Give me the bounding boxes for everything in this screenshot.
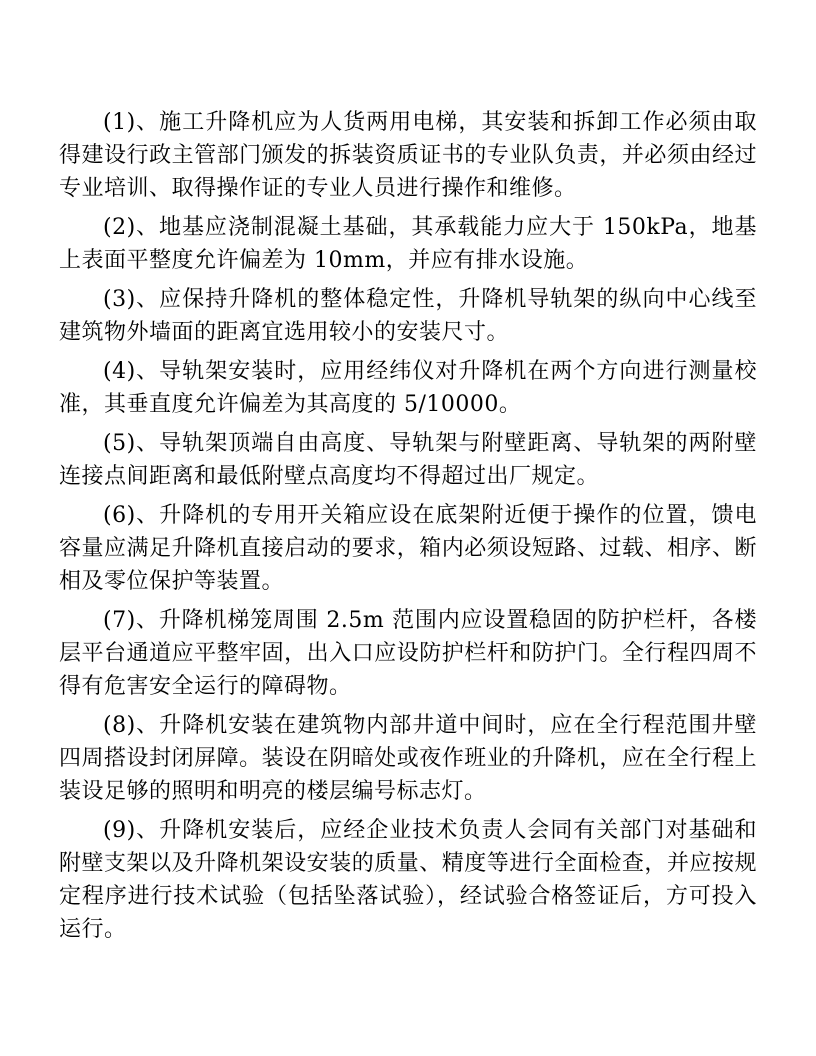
paragraph: (9)、升降机安装后，应经企业技术负责人会同有关部门对基础和附壁支架以及升降机架设安装的质量、精度等进行全面检查，并应按规定程序进行技术试验（包括坠落试验），经试验合格签证后，方可投入运行。 <box>59 818 757 942</box>
paragraph: (1)、施工升降机应为人货两用电梯，其安装和拆卸工作必须由取得建设行政主管部门颁发的拆装资质证书的专业队负责，并必须由经过专业培训、取得操作证的专业人员进行操作和维修。 <box>59 110 757 201</box>
paragraph: (4)、导轨架安装时，应用经纬仪对升降机在两个方向进行测量校准，其垂直度允许偏差为其高度的 5/10000。 <box>59 359 757 417</box>
paragraph: (3)、应保持升降机的整体稳定性，升降机导轨架的纵向中心线至建筑物外墙面的距离宜选用较小的安装尺寸。 <box>59 287 757 345</box>
paragraph: (7)、升降机梯笼周围 2.5m 范围内应设置稳固的防护栏杆，各楼层平台通道应平整牢固，出入口应设防护栏杆和防护门。全行程四周不得有危害安全运行的障碍物。 <box>59 608 757 699</box>
document-body <box>59 106 757 946</box>
paragraph: (5)、导轨架顶端自由高度、导轨架与附壁距离、导轨架的两附壁连接点间距离和最低附壁点高度均不得超过出厂规定。 <box>59 431 757 489</box>
paragraph: (8)、升降机安装在建筑物内部井道中间时，应在全行程范围井壁四周搭设封闭屏障。装设在阴暗处或夜作班业的升降机，应在全行程上装设足够的照明和明亮的楼层编号标志灯。 <box>59 713 757 804</box>
paragraph: (6)、升降机的专用开关箱应设在底架附近便于操作的位置，馈电容量应满足升降机直接启动的要求，箱内必须设短路、过载、相序、断相及零位保护等装置。 <box>59 503 757 594</box>
paragraph: (2)、地基应浇制混凝土基础，其承载能力应大于 150kPa，地基上表面平整度允许偏差为 10mm，并应有排水设施。 <box>59 215 757 273</box>
